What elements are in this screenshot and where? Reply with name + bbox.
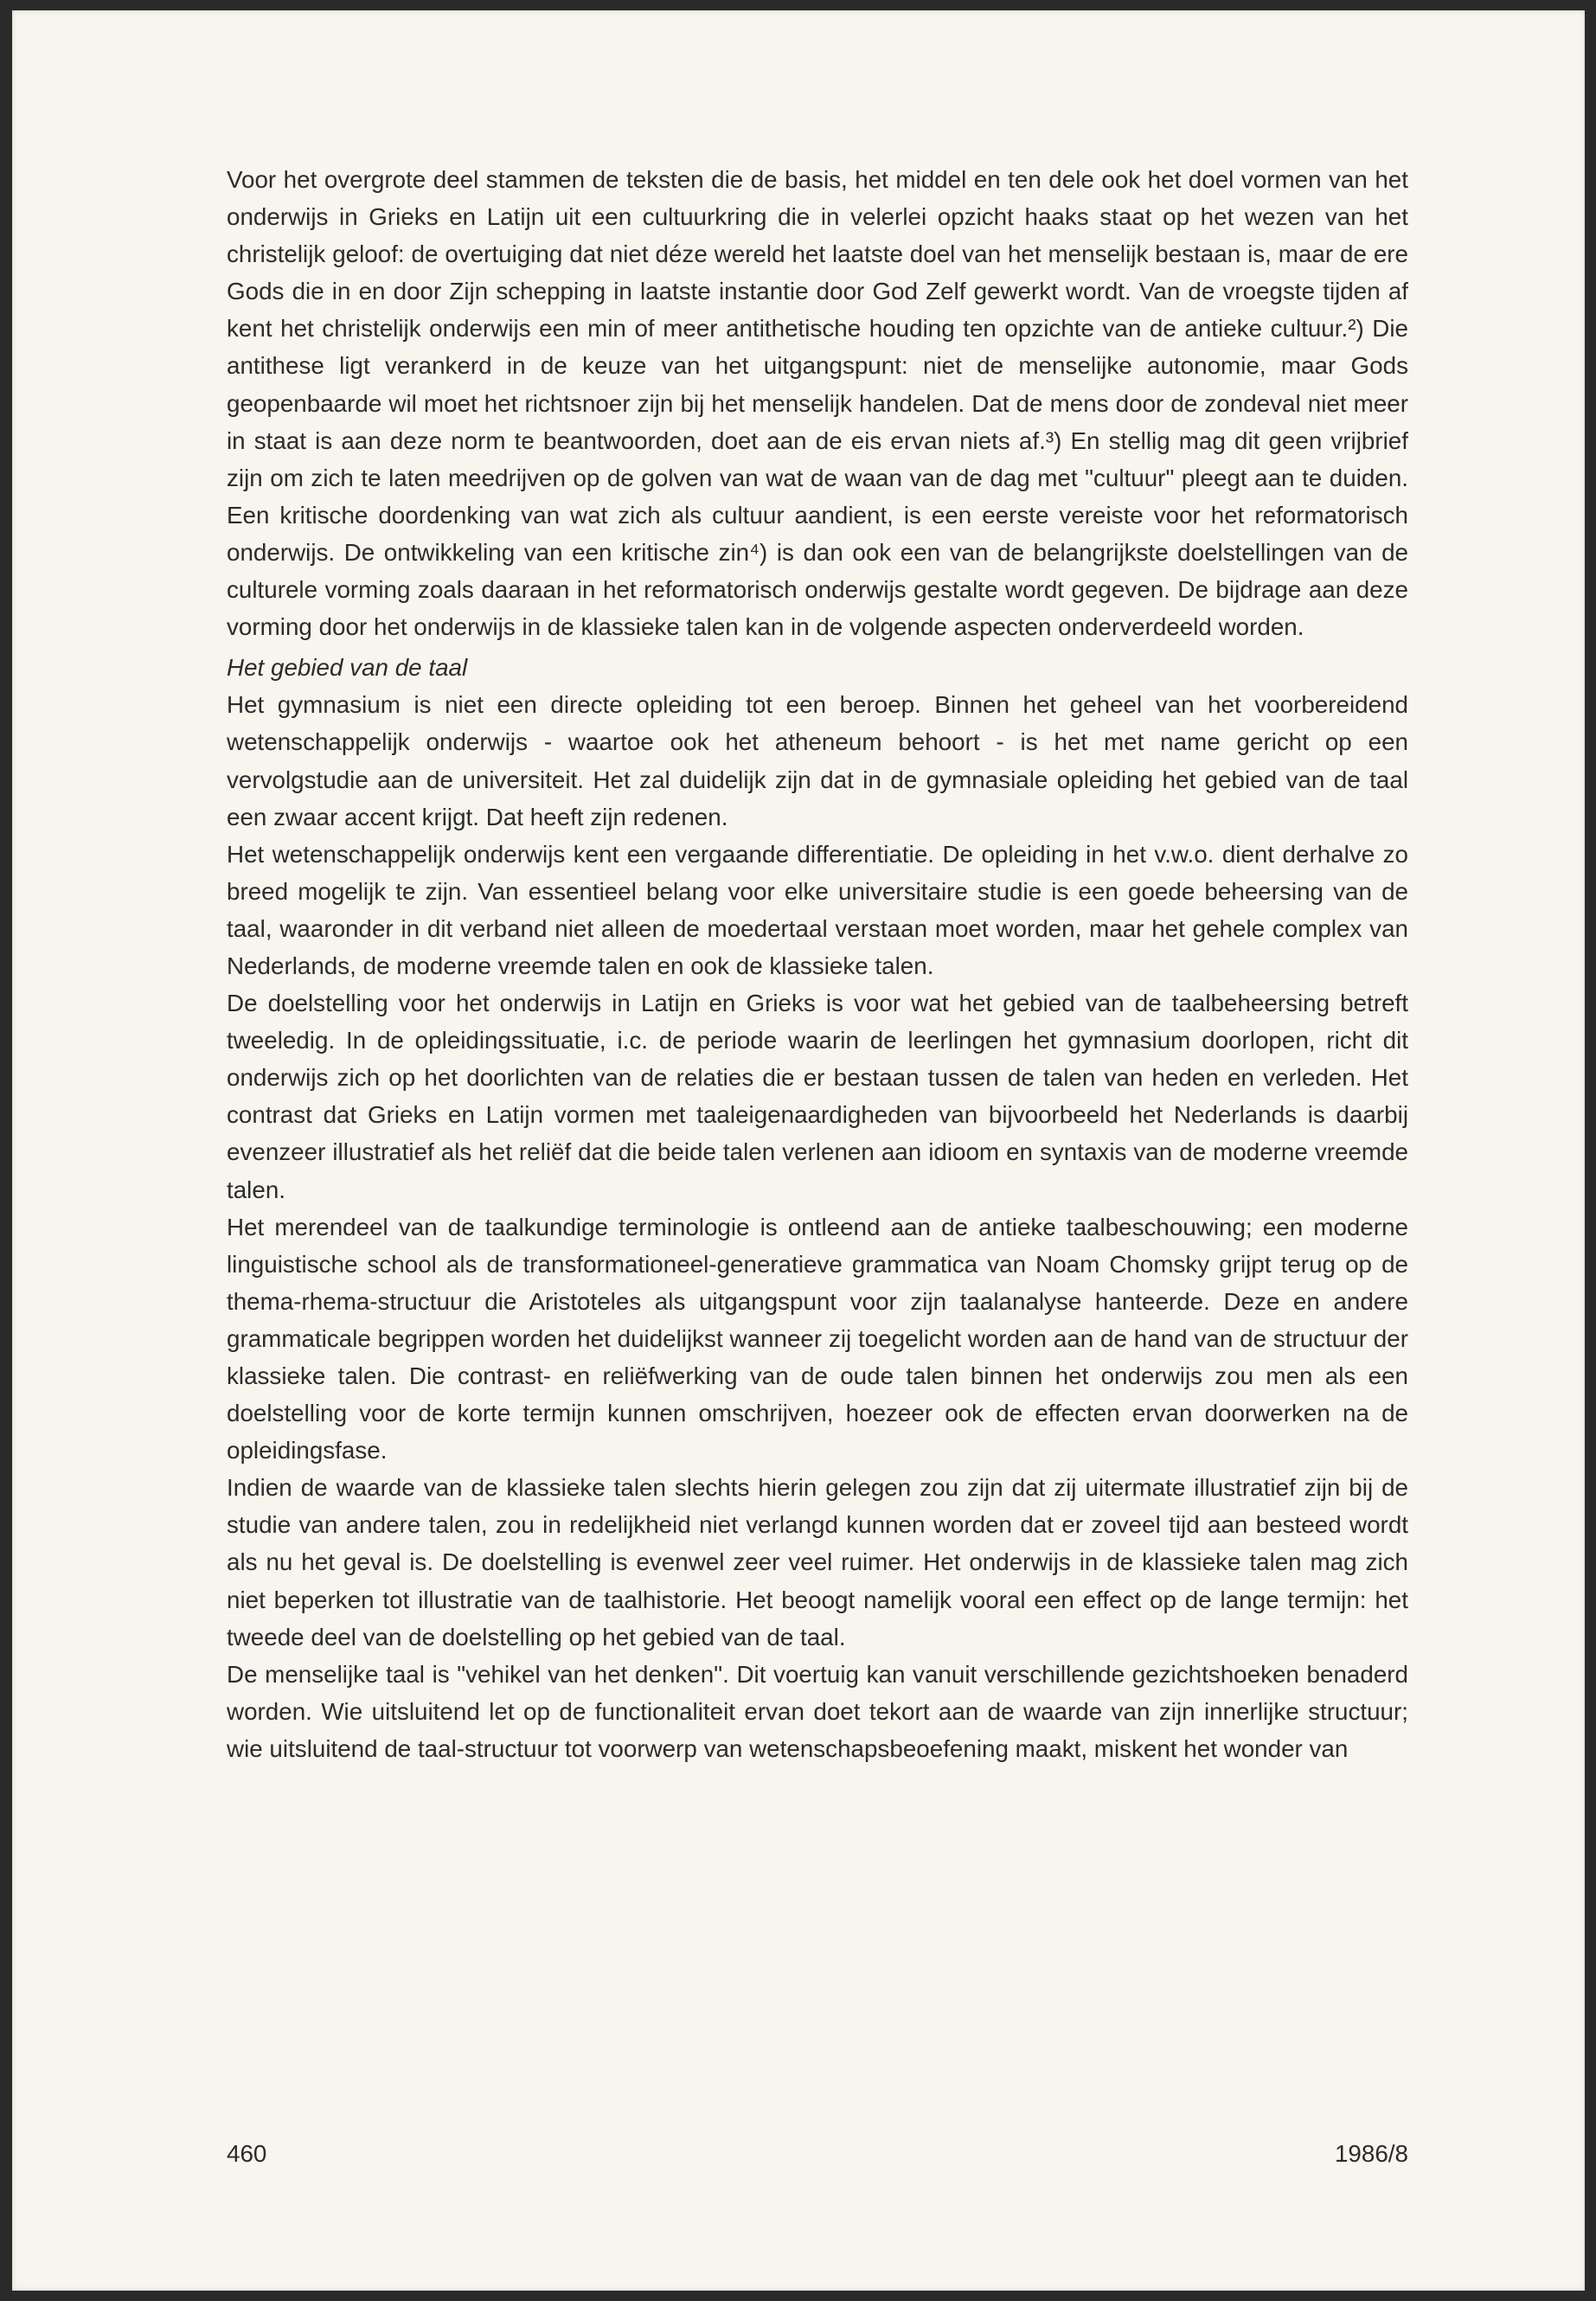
section-heading: Het gebied van de taal xyxy=(227,654,468,682)
page-number: 460 xyxy=(227,2140,267,2167)
paragraph-differentiation: Het wetenschappelijk onderwijs kent een vergaande differentiatie. De opleiding in het v.w.o. dient derhalve zo breed mogelijk te zijn. Van essentieel belang voor elke universitaire studie is een goede beheersing van de taal, waaronder in dit verband niet alleen de moedertaal verstaan moet worden, maar het gehele complex van Nederlands, de moderne vreemde talen en ook de klassieke talen. xyxy=(227,840,1408,979)
page-sheet xyxy=(12,10,1585,2291)
paragraph-language: De menselijke taal is "vehikel van het denken". Dit voertuig kan vanuit verschillende gezichtshoeken benaderd worden. Wie uitsluitend let op de functionaliteit ervan doet tekort aan de waarde van zijn innerlijke structuur; wie uitsluitend de taal-structuur tot voorwerp van wetenschapsbeoefening maakt, miskent het wonder van xyxy=(227,1660,1408,1762)
paragraph-value: Indien de waarde van de klassieke talen slechts hierin gelegen zou zijn dat zij uitermate illustratief zijn bij de studie van andere talen, zou in redelijkheid niet verlangd kunnen worden dat er zoveel tijd aan besteed wordt als nu het geval is. De doelstelling is evenwel zeer veel ruimer. Het onderwijs in de klassieke talen mag zich niet beperken tot illustratie van de taalhistorie. Het beoogt namelijk vooral een effect op de lange termijn: het tweede deel van de doelstelling op het gebied van de taal. xyxy=(227,1474,1408,1650)
issue-number: 1986/8 xyxy=(1334,2140,1408,2167)
paragraph-gymnasium: Het gymnasium is niet een directe opleiding tot een beroep. Binnen het geheel van het voorbereidend wetenschappelijk onderwijs - waartoe ook het atheneum behoort - is het met name gericht op een vervolgstudie aan de universiteit. Het zal duidelijk zijn dat in de gymnasiale opleiding het gebied van de taal een zwaar accent krijgt. Dat heeft zijn redenen. xyxy=(227,691,1408,830)
paragraph-terminology: Het merendeel van de taalkundige terminologie is ontleend aan de antieke taalbeschouwing; een moderne linguistische school als de transformationeel-generatieve grammatica van Noam Chomsky grijpt terug op de thema-rhema-structuur die Aristoteles als uitgangspunt voor zijn taalanalyse hanteerde. Deze en andere grammaticale begrippen worden het duidelijkst wanneer zij toegelicht worden aan de hand van de structuur der klassieke talen. Die contrast- en reliëfwerking van de oude talen binnen het onderwijs zou men als een doelstelling voor de korte termijn kunnen omschrijven, hoezeer ook de effecten ervan doorwerken na de opleidingsfase. xyxy=(227,1213,1408,1465)
paragraph-intro: Voor het overgrote deel stammen de teksten die de basis, het middel en ten dele ook het doel vormen van het onderwijs in Grieks en Latijn uit een cultuurkring die in velerlei opzicht haaks staat op het wezen van het christelijk geloof: de overtuiging dat niet déze wereld het laatste doel van het menselijk bestaan is, maar de ere Gods die in en door Zijn schepping in laatste instantie door God Zelf gewerkt wordt. Van de vroegste tijden af kent het christelijk onderwijs een min of meer antithetische houding ten opzichte van de antieke cultuur.²) Die antithese ligt verankerd in de keuze van het uitgangspunt: niet de menselijke autonomie, maar Gods geopenbaarde wil moet het richtsnoer zijn bij het menselijk handelen. Dat de mens door de zondeval niet meer in staat is aan deze norm te beantwoorden, doet aan de eis ervan niets af.³) En stellig mag dit geen vrijbrief zijn om zich te laten meedrijven op de golven van wat de waan van de dag met "cultuur" pleegt aan te duiden. Een kritische doordenking van wat zich als cultuur aandient, is een eerste vereiste voor het reformatorisch onderwijs. De ontwikkeling van een kritische zin⁴) is dan ook een van de belangrijkste doelstellingen van de culturele vorming zoals daaraan in het reformatorisch onderwijs gestalte wordt gegeven. De bijdrage aan deze vorming door het onderwijs in de klassieke talen kan in de volgende aspecten onderverdeeld worden. xyxy=(227,166,1408,641)
article-body xyxy=(227,161,1408,1767)
paragraph-objective: De doelstelling voor het onderwijs in Latijn en Grieks is voor wat het gebied van de taalbeheersing betreft tweeledig. In de opleidingssituatie, i.c. de periode waarin de leerlingen het gymnasium doorlopen, richt dit onderwijs zich op het doorlichten van de relaties die er bestaan tussen de talen van heden en verleden. Het contrast dat Grieks en Latijn vormen met taaleigenaardigheden van bijvoorbeeld het Nederlands is daarbij evenzeer illustratief als het reliëf dat die beide talen verlenen aan idioom en syntaxis van de moderne vreemde talen. xyxy=(227,990,1408,1203)
